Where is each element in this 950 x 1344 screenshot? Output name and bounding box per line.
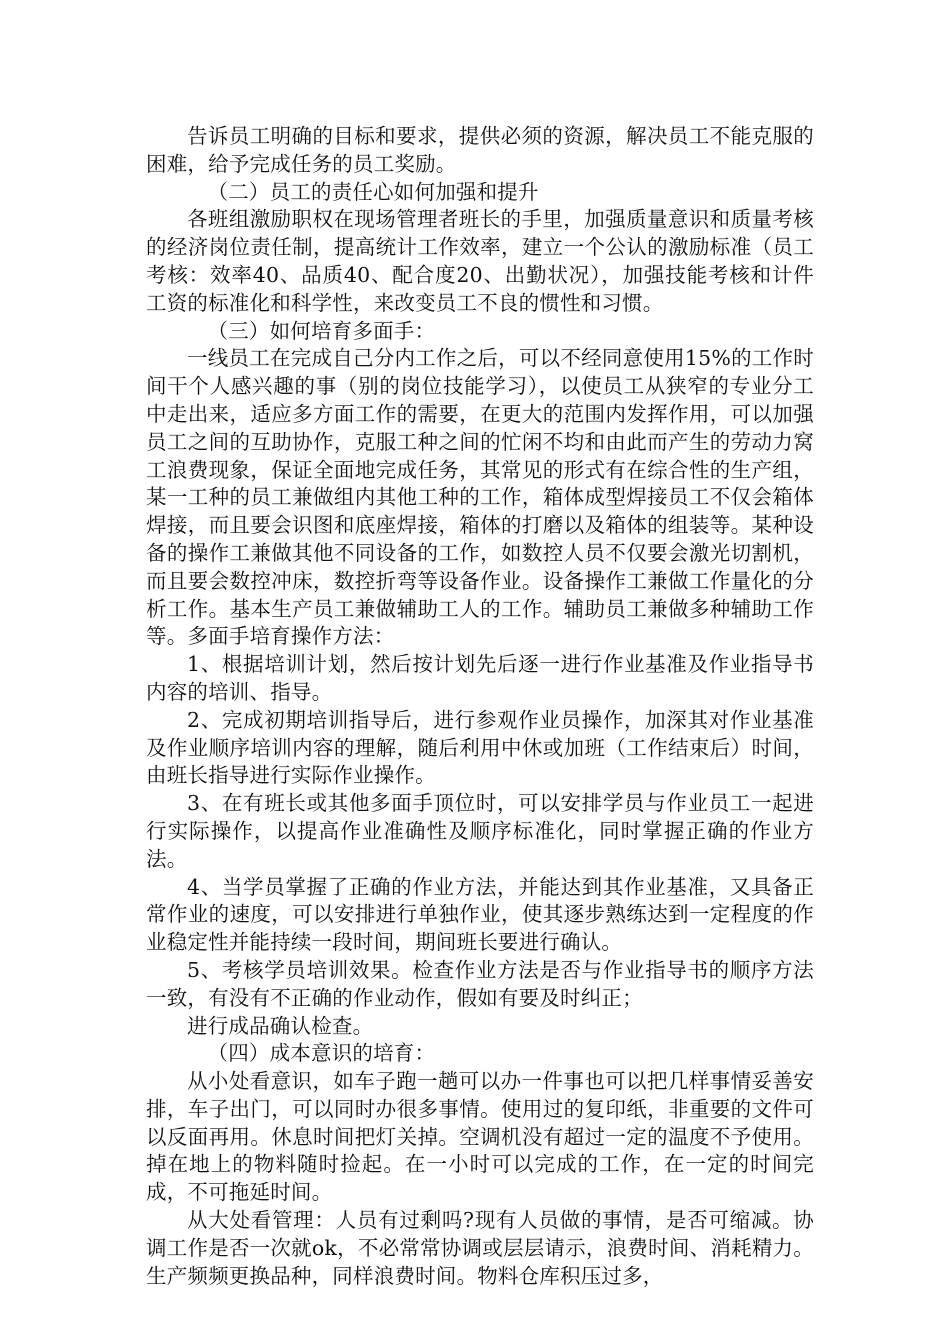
list-item: 5、考核学员培训效果。检查作业方法是否与作业指导书的顺序方法一致，有没有不正确的作业动作，假如有要及时纠正； (146, 957, 814, 1010)
document-page (146, 123, 814, 1290)
paragraph: 各班组激励职权在现场管理者班长的手里，加强质量意识和质量考核的经济岗位责任制，提高统计工作效率，建立一个公认的激励标准（员工考核：效率40、品质40、配合度20、出勤状况），加强技能考核和计件工资的标准化和科学性，来改变员工不良的惯性和习惯。 (146, 207, 814, 315)
section-heading: （二）员工的责任心如何加强和提升 (207, 179, 539, 204)
paragraph: 告诉员工明确的目标和要求，提供必须的资源，解决员工不能克服的困难，给予完成任务的员工奖励。 (146, 124, 814, 176)
paragraph: 一线员工在完成自己分内工作之后，可以不经同意使用15%的工作时间干个人感兴趣的事（别的岗位技能学习），以使员工从狭窄的专业分工中走出来，适应多方面工作的需要，在更大的范围内发挥作用，可以加强员工之间的互助协作，克服工种之间的忙闲不均和由此而产生的劳动力窝工浪费现象，保证全面地完成任务，其常见的形式有在综合性的生产组，某一工种的员工兼做组内其他工种的工作，箱体成型焊接员工不仅会箱体焊接，而且要会识图和底座焊接，箱体的打磨以及箱体的组装等。某种设备的操作工兼做其他不同设备的工作，如数控人员不仅要会激光切割机，而且要会数控冲床，数控折弯等设备作业。设备操作工兼做工作量化的分析工作。基本生产员工兼做辅助工人的工作。辅助员工兼做多种辅助工作等。多面手培育操作方法： (146, 346, 814, 649)
paragraph: 从大处看管理：人员有过剩吗?现有人员做的事情，是否可缩减。协调工作是否一次就ok，不必常常协调或层层请示，浪费时间、消耗精力。生产频频更换品种，同样浪费时间。物料仓库积压过多， (146, 1208, 814, 1288)
list-item: 2、完成初期培训指导后，进行参观作业员操作，加深其对作业基准及作业顺序培训内容的理解，随后利用中休或加班（工作结束后）时间，由班长指导进行实际作业操作。 (146, 707, 814, 788)
section-heading: （四）成本意识的培育： (207, 1041, 436, 1066)
paragraph: 进行成品确认检查。 (187, 1013, 374, 1038)
section-heading: （三）如何培育多面手： (207, 318, 436, 343)
paragraph: 从小处看意识，如车子跑一趟可以办一件事也可以把几样事情妥善安排，车子出门，可以同时办很多事情。使用过的复印纸，非重要的文件可以反面再用。休息时间把灯关掉。空调机没有超过一定的温度不予使用。掉在地上的物料随时捡起。在一小时可以完成的工作，在一定的时间完成，不可拖延时间。 (146, 1069, 814, 1205)
list-item: 1、根据培训计划，然后按计划先后逐一进行作业基准及作业指导书内容的培训、指导。 (146, 652, 814, 704)
list-item: 3、在有班长或其他多面手顶位时，可以安排学员与作业员工一起进行实际操作，以提高作业准确性及顺序标准化，同时掌握正确的作业方法。 (146, 791, 814, 871)
list-item: 4、当学员掌握了正确的作业方法，并能达到其作业基准，又具备正常作业的速度，可以安排进行单独作业，使其逐步熟练达到一定程度的作业稳定性并能持续一段时间，期间班长要进行确认。 (146, 874, 814, 955)
